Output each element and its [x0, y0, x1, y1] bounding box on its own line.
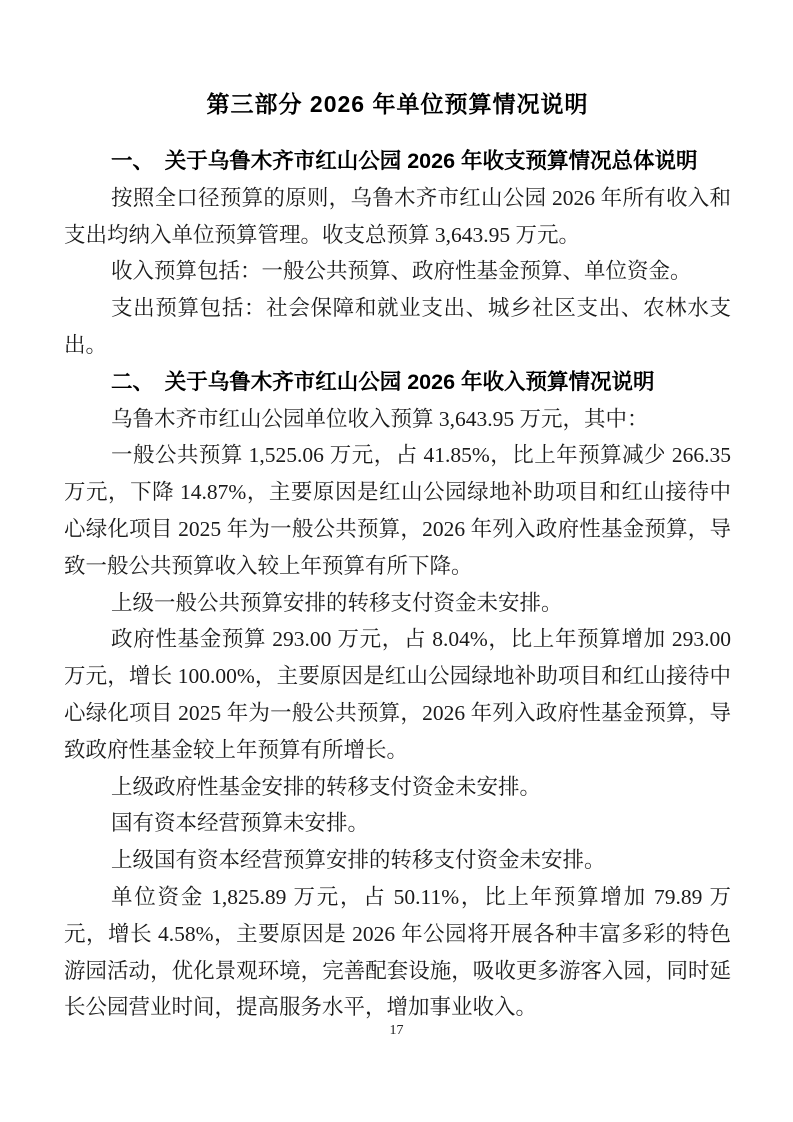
document-body: [64, 86, 731, 1026]
page-footer: [0, 1021, 793, 1039]
paragraph: 上级国有资本经营预算安排的转移支付资金未安排。: [111, 848, 606, 873]
paragraph: 单位资金 1,825.89 万元，占 50.11%，比上年预算增加 79.89 万元，增长 4.58%，主要原因是 2026 年公园将开展各种丰富多彩的特色游园活动，优化景观环境，完善配套设施，吸收更多游客入园，同时延长公园营业时间，提高服务水平，增加事业收入。: [64, 884, 731, 1020]
paragraph: 支出预算包括：社会保障和就业支出、城乡社区支出、农林水支出。: [64, 296, 731, 357]
paragraph: 一般公共预算 1,525.06 万元，占 41.85%，比上年预算减少 266.35 万元，下降 14.87%，主要原因是红山公园绿地补助项目和红山接待中心绿化项目 2025 年为一般公共预算，2026 年列入政府性基金预算，导致一般公共预算收入较上年预算有所下降。: [64, 443, 731, 578]
paragraph: 上级一般公共预算安排的转移支付资金未安排。: [111, 590, 563, 615]
page-number: 17: [389, 1023, 404, 1038]
section-2-heading: 二、 关于乌鲁木齐市红山公园 2026 年收入预算情况说明: [111, 369, 655, 394]
document-title: 第三部分 2026 年单位预算情况说明: [206, 91, 589, 117]
paragraph: 政府性基金预算 293.00 万元，占 8.04%，比上年预算增加 293.00 万元，增长 100.00%，主要原因是红山公园绿地补助项目和红山接待中心绿化项目 2025 年为一般公共预算，2026 年列入政府性基金预算，导致政府性基金较上年预算有所增长。: [64, 627, 731, 762]
paragraph: 上级政府性基金安排的转移支付资金未安排。: [111, 774, 542, 799]
paragraph: 按照全口径预算的原则，乌鲁木齐市红山公园 2026 年所有收入和支出均纳入单位预算管理。收支总预算 3,643.95 万元。: [64, 185, 731, 247]
section-1-heading: 一、 关于乌鲁木齐市红山公园 2026 年收支预算情况总体说明: [111, 149, 698, 173]
paragraph: 收入预算包括：一般公共预算、政府性基金预算、单位资金。: [111, 259, 692, 284]
paragraph: 乌鲁木齐市红山公园单位收入预算 3,643.95 万元，其中：: [111, 406, 649, 431]
paragraph: 国有资本经营预算未安排。: [111, 811, 370, 836]
